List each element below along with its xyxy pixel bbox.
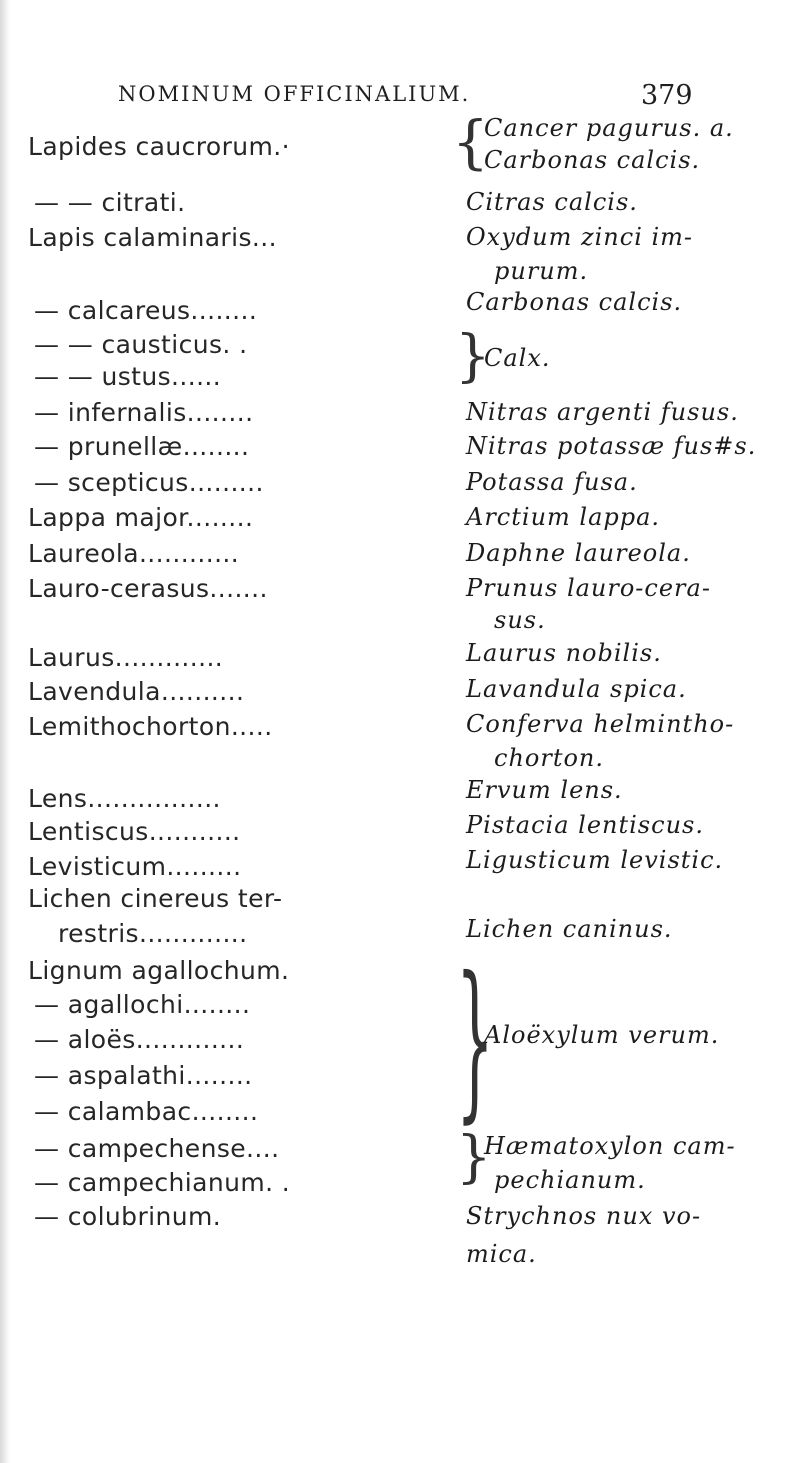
left-brace: { [452, 108, 489, 176]
entry-right: pechianum. [494, 1166, 646, 1194]
entry-right: Potassa fusa. [466, 468, 638, 496]
entry-right: Lichen caninus. [466, 915, 673, 943]
entry-left: — calcareus........ [34, 296, 258, 325]
entry-right: Conferva helmintho- [466, 710, 735, 738]
entry-left: Lentiscus........... [28, 817, 241, 846]
entry-left: — campechense.... [34, 1134, 280, 1163]
entry-left: — aspalathi........ [34, 1061, 253, 1090]
entry-right: chorton. [494, 744, 604, 772]
entry-right: Hæmatoxylon cam- [484, 1132, 736, 1160]
entry-right: Oxydum zinci im- [466, 223, 694, 251]
entry-left: Levisticum......... [28, 852, 242, 881]
entry-right: Calx. [484, 344, 551, 372]
running-header [118, 80, 693, 111]
entry-left: Laurus............. [28, 643, 224, 672]
entry-right: Arctium lappa. [466, 503, 661, 531]
entry-right: Prunus lauro-cera- [466, 574, 711, 602]
entry-left: Lavendula.......... [28, 677, 245, 706]
entry-left: — — ustus...... [34, 362, 222, 391]
right-brace: } [456, 941, 494, 1139]
entry-left: — prunellæ........ [34, 432, 250, 461]
entry-right: purum. [494, 257, 589, 285]
entry-right: Pistacia lentiscus. [466, 811, 704, 839]
entry-right: Strychnos nux vo- [466, 1202, 702, 1230]
entry-right: mica. [466, 1240, 537, 1268]
entry-right: Citras calcis. [466, 188, 638, 216]
entry-right: Ervum lens. [466, 776, 623, 804]
entry-left: restris............. [58, 919, 248, 948]
page-edge [0, 0, 10, 1463]
right-brace: } [456, 1125, 492, 1190]
entry-left: — calambac........ [34, 1097, 259, 1126]
entry-left: — colubrinum. [34, 1202, 222, 1231]
entry-right: Laurus nobilis. [466, 639, 662, 667]
entry-left: — — citrati. [34, 188, 186, 217]
entry-right: Daphne laureola. [466, 539, 691, 567]
entry-right: Ligusticum levistic. [466, 846, 724, 874]
entry-left: Lauro-cerasus....... [28, 574, 268, 603]
entry-left: — infernalis........ [34, 398, 254, 427]
entry-right: Nitras potassæ fus#s. [466, 432, 757, 460]
entry-right: Carbonas calcis. [466, 288, 683, 316]
entry-left: Lemithochorton..... [28, 712, 273, 741]
entry-left: — scepticus......... [34, 468, 264, 497]
entry-left: — aloës............. [34, 1025, 245, 1054]
entry-right: Nitras argenti fusus. [466, 398, 739, 426]
entry-left: Laureola............ [28, 539, 240, 568]
entry-left: Lens................ [28, 784, 221, 813]
entry-left: Lapides caucrorum.· [28, 132, 290, 161]
entry-right: sus. [494, 606, 546, 634]
right-brace: } [455, 324, 491, 389]
entry-right: Lavandula spica. [466, 675, 687, 703]
entry-left: Lapis calaminaris... [28, 223, 277, 252]
entry-left: — — causticus. . [34, 330, 248, 359]
entry-right: Aloëxylum verum. [484, 1021, 720, 1049]
entry-left: Lichen cinereus ter- [28, 884, 283, 913]
entry-right: Cancer pagurus. a. [484, 114, 734, 142]
page-number: 379 [641, 80, 693, 111]
entry-left: Lignum agallochum. [28, 956, 290, 985]
header-title: NOMINUM OFFICINALIUM. [118, 82, 471, 106]
entry-left: Lappa major........ [28, 503, 254, 532]
entry-right: Carbonas calcis. [484, 146, 701, 174]
entry-left: — agallochi........ [34, 990, 251, 1019]
entry-left: — campechianum. . [34, 1168, 291, 1197]
